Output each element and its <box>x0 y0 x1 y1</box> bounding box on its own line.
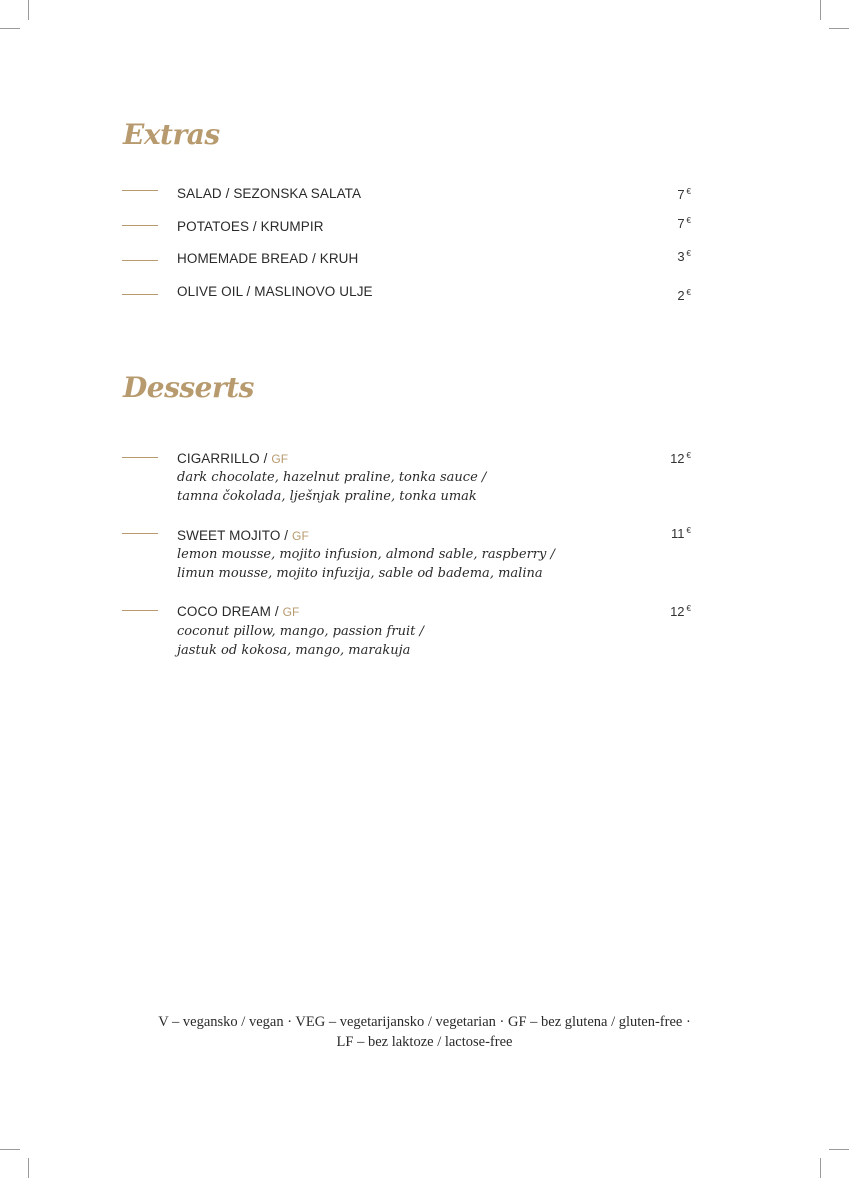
item-price: 12 € <box>670 604 691 619</box>
item-name: SALAD / SEZONSKA SALATA <box>177 186 362 201</box>
gf-tag: GF <box>271 452 289 466</box>
gf-tag: GF <box>292 529 309 543</box>
item-description: jastuk od kokosa, mango, marakuja <box>177 643 411 658</box>
crop-mark <box>0 1149 20 1150</box>
item-description: coconut pillow, mango, passion fruit / <box>177 624 424 639</box>
item-name: CIGARRILLO / GF <box>177 451 289 466</box>
item-description: tamna čokolada, lješnjak praline, tonka umak <box>177 489 477 504</box>
crop-mark <box>28 1158 29 1178</box>
desserts-title: Desserts <box>123 371 254 404</box>
dietary-legend <box>0 1012 849 1052</box>
item-name: HOMEMADE BREAD / KRUH <box>177 251 359 266</box>
item-dash <box>122 190 158 191</box>
item-description: limun mousse, mojito infuzija, sable od badema, malina <box>177 566 543 581</box>
gf-tag: GF <box>282 605 300 619</box>
legend-line: LF – bez laktoze / lactose-free <box>336 1034 513 1050</box>
item-name: OLIVE OIL / MASLINOVO ULJE <box>177 284 373 299</box>
item-dash <box>122 225 158 226</box>
item-description: dark chocolate, hazelnut praline, tonka sauce / <box>177 470 487 485</box>
item-price: 7 € <box>677 187 691 202</box>
crop-mark <box>820 1158 821 1178</box>
item-price: 3 € <box>677 249 691 264</box>
legend-line: V – vegansko / vegan · VEG – vegetarijansko / vegetarian · GF – bez glutena / gluten-free · <box>158 1014 691 1030</box>
item-name: COCO DREAM / GF <box>177 604 300 619</box>
item-price: 12 € <box>670 451 691 466</box>
item-dash <box>122 457 158 458</box>
crop-mark <box>829 1149 849 1150</box>
extras-title: Extras <box>123 118 220 151</box>
item-name: POTATOES / KRUMPIR <box>177 219 324 234</box>
item-dash <box>122 533 158 534</box>
item-dash <box>122 610 158 611</box>
crop-mark <box>28 0 29 20</box>
item-price: 7 € <box>677 216 691 231</box>
item-dash <box>122 294 158 295</box>
crop-mark <box>829 28 849 29</box>
item-dash <box>122 260 158 261</box>
item-price: 2 € <box>677 288 691 303</box>
item-price: 11 € <box>671 526 691 541</box>
item-description: lemon mousse, mojito infusion, almond sable, raspberry / <box>177 547 555 562</box>
item-name: SWEET MOJITO / GF <box>177 528 309 543</box>
crop-mark <box>0 28 20 29</box>
crop-mark <box>820 0 821 20</box>
